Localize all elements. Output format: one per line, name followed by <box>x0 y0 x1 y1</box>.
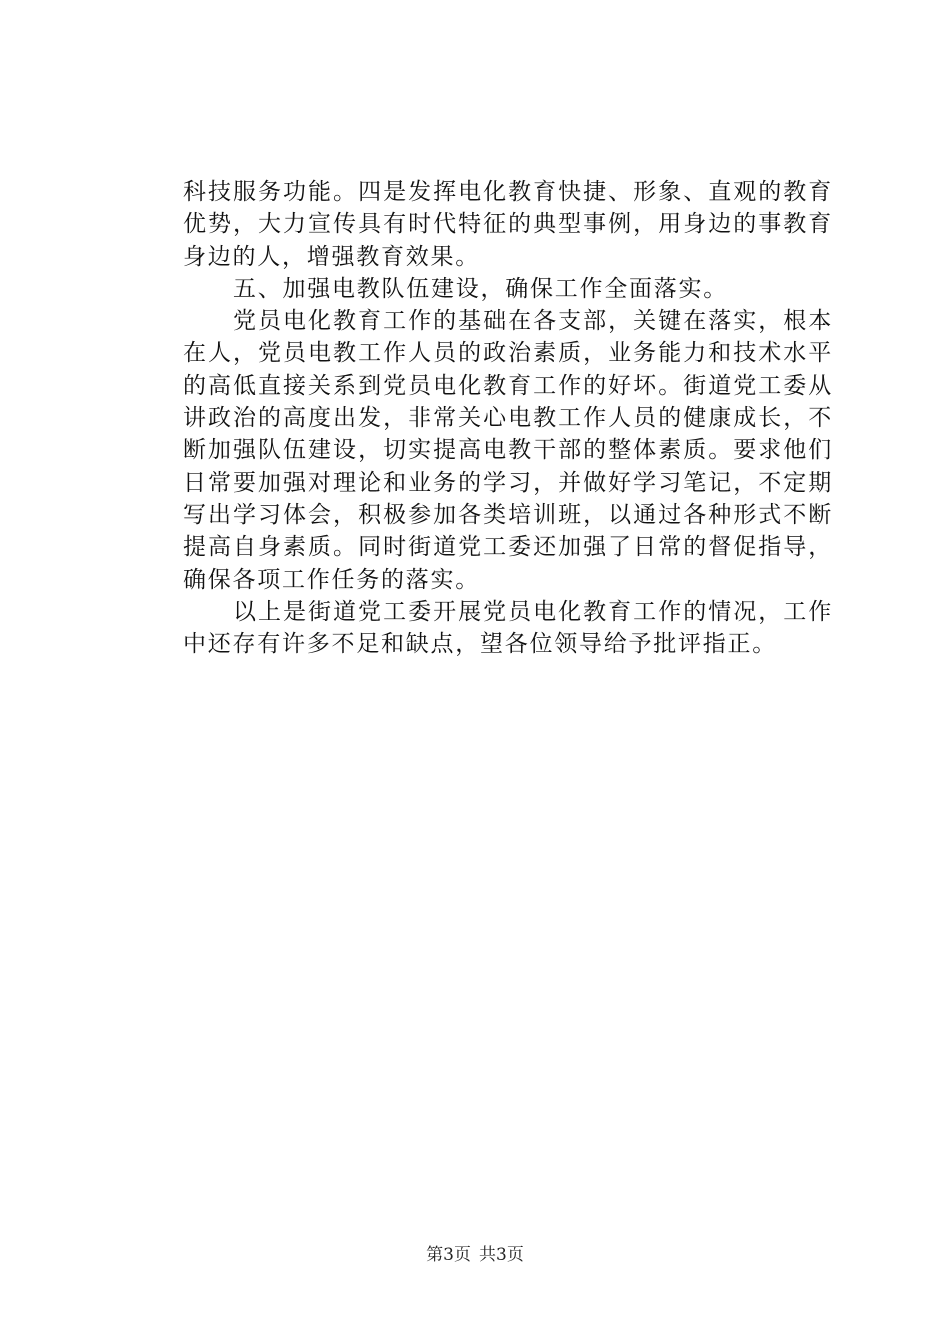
section-heading: 五、加强电教队伍建设，确保工作全面落实。 <box>233 275 728 302</box>
page-total: 共3页 <box>479 1245 524 1265</box>
paragraph-conclusion: 以上是街道党工委开展党员电化教育工作的情况，工作中还存有许多不足和缺点，望各位领导给予批评指正。 <box>183 598 833 658</box>
paragraph-continuation: 科技服务功能。四是发挥电化教育快捷、形象、直观的教育优势，大力宣传具有时代特征的典型事例，用身边的事教育身边的人，增强教育效果。 <box>183 179 833 270</box>
page-footer <box>0 1243 950 1267</box>
document-body <box>183 176 833 660</box>
paragraph-team-building: 党员电化教育工作的基础在各支部，关键在落实，根本在人，党员电教工作人员的政治素质，业务能力和技术水平的高低直接关系到党员电化教育工作的好坏。街道党工委从讲政治的高度出发，非常关心电教工作人员的健康成长，不断加强队伍建设，切实提高电教干部的整体素质。要求他们日常要加强对理论和业务的学习，并做好学习笔记，不定期写出学习体会，积极参加各类培训班，以通过各种形式不断提高自身素质。同时街道党工委还加强了日常的督促指导，确保各项工作任务的落实。 <box>183 308 833 593</box>
page-number: 第3页 <box>426 1245 471 1265</box>
